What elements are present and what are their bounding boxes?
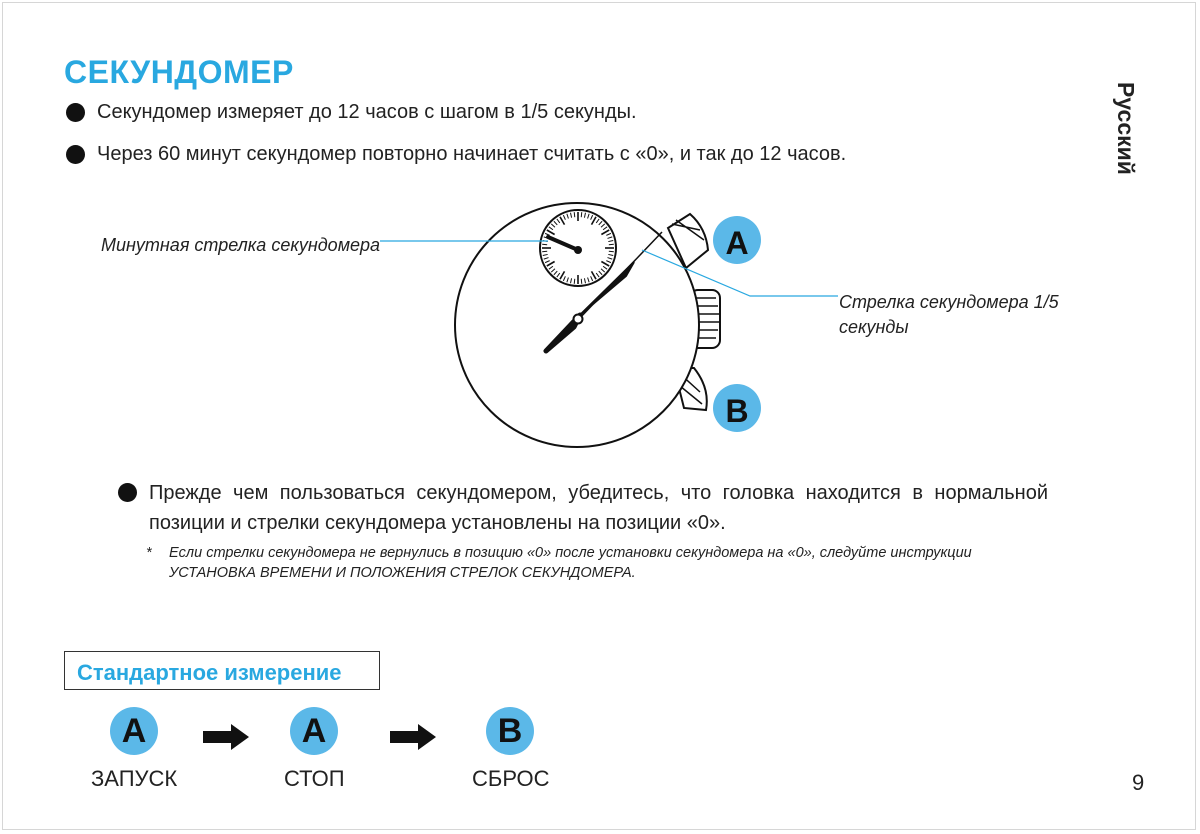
subdial-tick	[574, 212, 575, 217]
step-label-reset: СБРОС	[472, 766, 550, 791]
step-button-badge: A	[110, 707, 158, 755]
button-b-letter: B	[725, 393, 749, 429]
subdial-tick	[574, 279, 575, 284]
subdial-tick	[609, 244, 614, 245]
arrow-right-icon	[203, 724, 249, 750]
step-label-start: ЗАПУСК	[91, 766, 178, 791]
subdial-tick	[542, 244, 547, 245]
subdial-tick	[609, 251, 614, 252]
bullet-text: Через 60 минут секундомер повторно начинает считать с «0», и так до 12 часов.	[97, 143, 847, 165]
instruction-text: Прежде чем пользоваться секундомером, убедитесь, что головка находится в нормальной позиции и стрелки секундомера установлены на позиции «0».	[149, 482, 1048, 534]
section-heading: Стандартное измерение	[64, 651, 380, 690]
step-label-stop: СТОП	[284, 766, 345, 791]
button-a-letter: A	[725, 225, 749, 261]
bullet-text: Секундомер измеряет до 12 часов с шагом в 1/5 секунды.	[97, 101, 637, 123]
fifth-second-hand-label: Стрелка секундомера 1/5 секунды	[839, 292, 1059, 337]
bullet-dot-icon	[118, 483, 137, 502]
language-label: Русский	[1113, 82, 1139, 175]
footnote-marker: *	[146, 545, 152, 561]
footnote	[146, 543, 1026, 583]
instruction-item	[118, 478, 1048, 538]
footnote-text: Если стрелки секундомера не вернулись в позицию «0» после установки секундомера на «0», следуйте инструкции УСТАНОВКА ВРЕМЕНИ И ПОЛОЖЕНИЯ СТРЕЛОК СЕКУНДОМЕРА.	[169, 545, 972, 581]
subdial-tick	[581, 212, 582, 217]
subdial-tick	[542, 251, 547, 252]
minute-subdial	[540, 210, 616, 286]
page-title: СЕКУНДОМЕР	[64, 54, 294, 90]
step-button-badge: A	[290, 707, 338, 755]
minute-hand-label: Минутная стрелка секундомера	[101, 235, 381, 255]
arrow-right-icon	[390, 724, 436, 750]
page-number: 9	[1132, 770, 1145, 795]
step-button-badge: B	[486, 707, 534, 755]
subdial-tick	[581, 279, 582, 284]
